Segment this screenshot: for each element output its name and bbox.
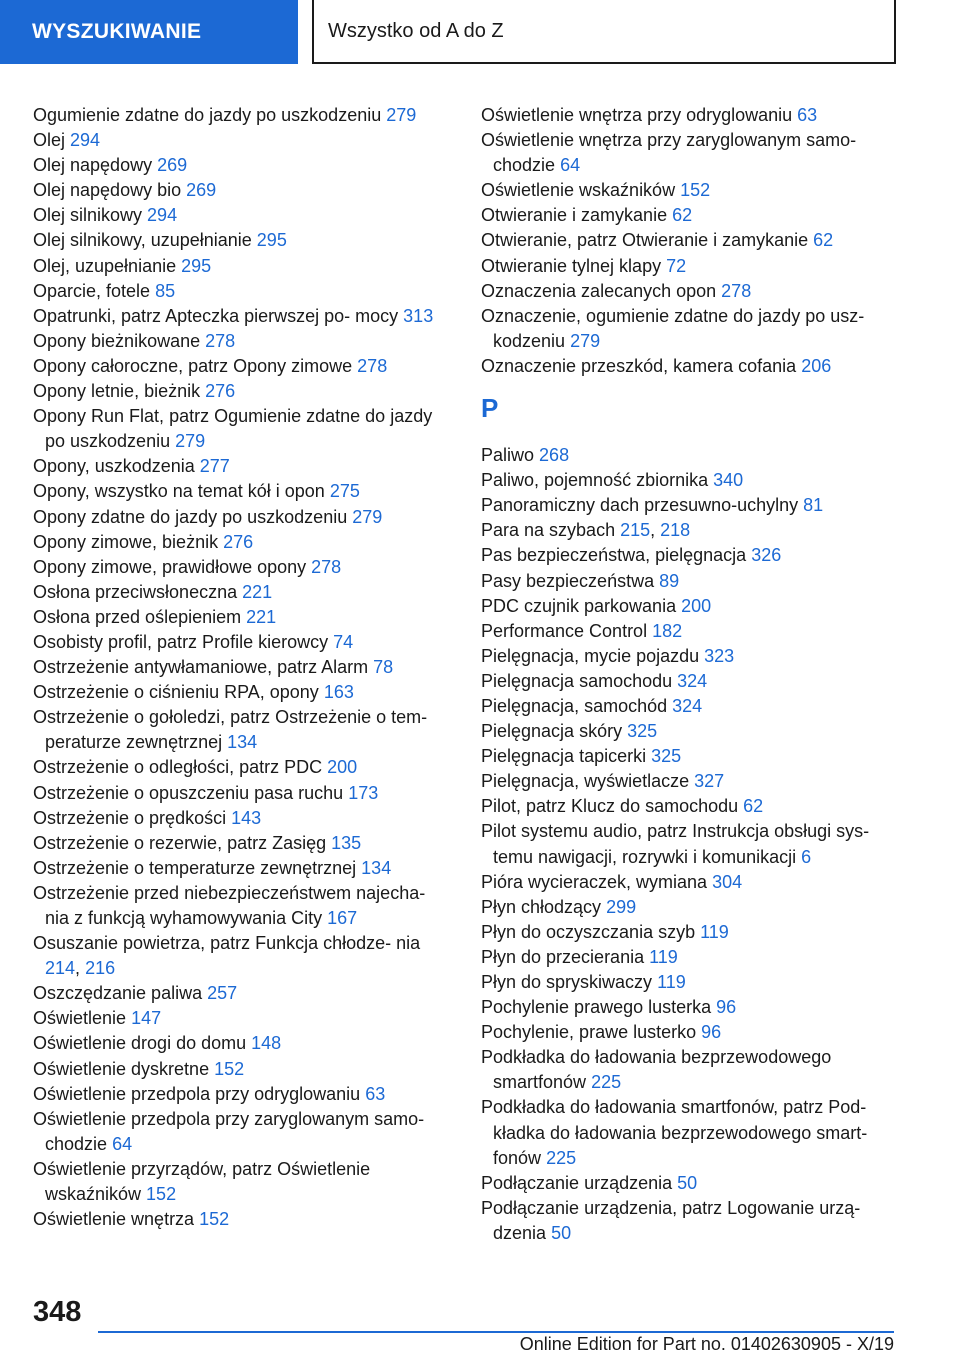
entry-text: Płyn do oczyszczania szyb — [481, 921, 696, 942]
index-entry — [33, 479, 453, 504]
entry-text: Płyn do przecierania — [481, 946, 645, 967]
entry-text: Otwieranie i zamykanie — [481, 205, 668, 226]
page-link[interactable]: 221 — [246, 606, 277, 627]
entry-text: Opony zdatne do jazdy po uszkodzeniu — [33, 506, 348, 527]
page-link[interactable]: 119 — [700, 921, 729, 942]
entry-text: PDC czujnik parkowania — [481, 595, 677, 616]
entry-text: Osobisty profil, patrz Profile kierowcy — [33, 631, 329, 652]
page-link[interactable]: 269 — [157, 155, 188, 176]
entry-text: Oświetlenie przedpola przy odryglowaniu — [33, 1083, 361, 1104]
entry-text: Opony, uszkodzenia — [33, 456, 195, 477]
index-entry — [33, 178, 453, 203]
page-link[interactable]: 326 — [751, 545, 782, 566]
index-entry — [33, 580, 453, 605]
page-link[interactable]: 134 — [227, 732, 258, 753]
index-entry — [481, 769, 901, 794]
index-entry — [481, 569, 901, 594]
page-link[interactable]: 278 — [357, 355, 388, 376]
page-link[interactable]: 294 — [147, 205, 178, 226]
page-link[interactable]: 225 — [591, 1072, 622, 1093]
entry-text: Oświetlenie przyrządów, patrz Oświetlenie wskaźników — [33, 1158, 371, 1205]
entry-text: Osłona przed oślepieniem — [33, 606, 242, 627]
index-entry — [33, 605, 453, 630]
page-link[interactable]: 279 — [352, 506, 383, 527]
entry-text: Oświetlenie wnętrza przy zaryglowanym samo‐ chodzie — [481, 130, 857, 176]
index-entry — [481, 1095, 901, 1170]
entry-text: Performance Control — [481, 620, 648, 641]
page-link[interactable]: 182 — [652, 620, 683, 641]
page-link[interactable]: 324 — [677, 670, 708, 691]
page-link[interactable]: 64 — [112, 1133, 133, 1154]
entry-text: Podkładka do ładowania bezprzewodowego smartfonów — [481, 1047, 832, 1093]
entry-text: Pochylenie prawego lusterka — [481, 997, 712, 1018]
entry-text: Opony bieżnikowane — [33, 330, 201, 351]
page-link[interactable]: 163 — [323, 682, 354, 703]
page-link[interactable]: 218 — [660, 520, 691, 541]
page-link[interactable]: 152 — [146, 1184, 177, 1205]
entry-text: Olej, uzupełnianie — [33, 255, 177, 276]
entry-text: Olej napędowy — [33, 155, 153, 176]
page-link[interactable]: 214 — [45, 958, 76, 979]
page-link[interactable]: 325 — [627, 721, 658, 742]
page-link[interactable]: 64 — [560, 155, 581, 176]
entry-text: Paliwo — [481, 445, 535, 466]
index-entry — [481, 1020, 901, 1045]
index-entry — [33, 831, 453, 856]
index-entry — [481, 895, 901, 920]
index-entry — [481, 304, 901, 354]
index-entry — [481, 354, 901, 379]
page-link[interactable]: 119 — [657, 972, 686, 992]
index-entry — [481, 128, 901, 178]
entry-text: Oznaczenie przeszkód, kamera cofania — [481, 355, 797, 376]
index-entry — [33, 254, 453, 279]
entry-text: Oświetlenie wnętrza — [33, 1209, 195, 1230]
page-link[interactable]: 135 — [331, 832, 362, 853]
entry-text: Płyn do spryskiwaczy — [481, 972, 653, 992]
entry-text: Pióra wycieraczek, wymiana — [481, 871, 708, 892]
index-entry — [481, 254, 901, 279]
entry-text: Opony całoroczne, patrz Opony zimowe — [33, 355, 353, 376]
entry-text: Opony zimowe, prawidłowe opony — [33, 556, 307, 577]
entry-text: Opony, wszystko na temat kół i opon — [33, 481, 325, 502]
index-entry — [33, 1082, 453, 1107]
entry-text: Oświetlenie przedpola przy zaryglowanym samo‐ chodzie — [33, 1108, 425, 1154]
index-entry — [33, 128, 453, 153]
index-entry — [481, 1196, 901, 1246]
page-link[interactable]: 72 — [666, 255, 687, 276]
index-entry — [33, 881, 453, 931]
index-entry — [33, 981, 453, 1006]
page-link[interactable]: 50 — [677, 1172, 698, 1193]
entry-text: Pielęgnacja skóry — [481, 721, 623, 742]
page-link[interactable]: 81 — [803, 495, 824, 516]
page-link[interactable]: 215 — [620, 520, 651, 541]
entry-text: Pielęgnacja tapicerki — [481, 746, 647, 767]
entry-text: Pielęgnacja samochodu — [481, 670, 673, 691]
entry-text: Pilot, patrz Klucz do samochodu — [481, 796, 739, 817]
index-entry — [33, 279, 453, 304]
entry-text: Ostrzeżenie o temperaturze zewnętrznej — [33, 857, 357, 878]
index-group-p — [481, 443, 901, 1246]
page-link[interactable]: 96 — [716, 997, 737, 1018]
page-link[interactable]: 225 — [546, 1147, 577, 1168]
page-header — [0, 0, 960, 66]
entry-text: Płyn chłodzący — [481, 896, 602, 917]
page-link[interactable]: 278 — [205, 330, 236, 351]
page-link[interactable]: 268 — [539, 445, 570, 466]
entry-text: Otwieranie tylnej klapy — [481, 255, 662, 276]
index-entry — [33, 1031, 453, 1056]
page-link[interactable]: 257 — [207, 983, 238, 1004]
index-entry — [481, 443, 901, 468]
index-entry — [33, 1006, 453, 1031]
index-entry — [481, 468, 901, 493]
entry-text: Oznaczenia zalecanych opon — [481, 280, 717, 301]
page-link[interactable]: 275 — [329, 481, 360, 502]
page-link[interactable]: 152 — [214, 1058, 245, 1079]
index-entry — [481, 669, 901, 694]
page-title: Wszystko od A do Z — [312, 0, 896, 64]
index-entry — [33, 555, 453, 580]
index-entry — [33, 1057, 453, 1082]
page-link[interactable]: 78 — [373, 657, 394, 678]
page-number: 348 — [33, 1296, 82, 1328]
entry-text: Oświetlenie wnętrza przy odryglowaniu — [481, 105, 793, 125]
footer-divider — [98, 1331, 894, 1333]
page-link[interactable]: 152 — [199, 1209, 230, 1230]
entry-text: Oparcie, fotele — [33, 280, 151, 301]
index-entry — [481, 819, 901, 869]
index-entry — [481, 644, 901, 669]
index-entry — [481, 920, 901, 945]
entry-text: Olej silnikowy, uzupełnianie — [33, 230, 252, 251]
page-link[interactable]: 62 — [672, 205, 693, 226]
index-entry — [481, 103, 901, 128]
entry-text: Pasy bezpieczeństwa — [481, 570, 655, 591]
page-link[interactable]: 340 — [713, 470, 744, 491]
entry-text: Ostrzeżenie przed niebezpieczeństwem najecha‐ nia z funkcją wyhamowywania City — [33, 882, 426, 928]
edition-note: Online Edition for Part no. 01402630905 - X/19 — [519, 1334, 894, 1354]
entry-text: Opony zimowe, bieżnik — [33, 531, 219, 552]
page-link[interactable]: 200 — [681, 595, 712, 616]
page-link[interactable]: 324 — [672, 695, 703, 716]
page-link[interactable]: 279 — [175, 431, 206, 452]
page-link[interactable]: 277 — [199, 456, 230, 477]
entry-text: Olej napędowy bio — [33, 180, 182, 201]
index-entry — [481, 493, 901, 518]
index-entry — [33, 856, 453, 881]
page-link[interactable]: 119 — [649, 946, 678, 967]
index-entry — [481, 945, 901, 970]
entry-text: Panoramiczny dach przesuwno-uchylny — [481, 495, 799, 516]
entry-text: Pilot systemu audio, patrz Instrukcja obsługi sys‐ temu nawigacji, rozrywki i komunikacji — [481, 821, 870, 867]
entry-text: Olej — [33, 130, 66, 151]
page-link[interactable]: 295 — [256, 230, 287, 251]
index-entry — [33, 705, 453, 755]
page-link[interactable]: 276 — [223, 531, 254, 552]
entry-text: Podkładka do ładowania smartfonów, patrz Pod‐ kładka do ładowania bezprzewodowego smart‐ fonów — [481, 1097, 868, 1168]
page-link[interactable]: 325 — [651, 746, 682, 767]
index-entry — [481, 794, 901, 819]
page-link[interactable]: 143 — [231, 807, 262, 828]
entry-text: Oświetlenie drogi do domu — [33, 1033, 247, 1054]
page-link[interactable]: 216 — [85, 958, 116, 979]
page-link[interactable]: 327 — [694, 771, 725, 792]
index-entry — [33, 806, 453, 831]
index-entry — [33, 203, 453, 228]
page-link[interactable]: 148 — [251, 1033, 282, 1054]
index-entry — [33, 454, 453, 479]
page-link[interactable]: 269 — [186, 180, 217, 201]
page-link[interactable]: 299 — [606, 896, 637, 917]
entry-text: Osłona przeciwsłoneczna — [33, 581, 238, 602]
index-entry: Para na szybach 215, 218 — [481, 520, 691, 541]
index-entry — [481, 178, 901, 203]
entry-text: Pielęgnacja, mycie pojazdu — [481, 645, 700, 666]
entry-text: Opatrunki, patrz Apteczka pierwszej po‐ mocy — [33, 305, 399, 326]
page-link[interactable]: 278 — [311, 556, 342, 577]
section-tab[interactable]: WYSZUKIWANIE — [0, 0, 298, 64]
entry-text: Oświetlenie — [33, 1008, 127, 1029]
page-link[interactable]: 89 — [659, 570, 680, 591]
entry-text: Osuszanie powietrza, patrz Funkcja chłodze‐ nia — [33, 933, 421, 954]
index-entry — [481, 1045, 901, 1095]
index-entry — [481, 995, 901, 1020]
entry-text: Ostrzeżenie o rezerwie, patrz Zasięg — [33, 832, 327, 853]
page-link[interactable]: 221 — [242, 581, 273, 602]
entry-text: Ostrzeżenie antywłamaniowe, patrz Alarm — [33, 657, 369, 678]
index-column-left — [33, 103, 453, 1232]
entry-text: Opony Run Flat, patrz Ogumienie zdatne do jazdy po uszkodzeniu — [33, 406, 433, 452]
page-link[interactable]: 74 — [333, 631, 354, 652]
entry-text: Ostrzeżenie o odległości, patrz PDC — [33, 757, 323, 778]
index-entry — [33, 755, 453, 780]
entry-text: Ogumienie zdatne do jazdy po uszkodzeniu — [33, 105, 382, 125]
page-link[interactable]: 62 — [743, 796, 764, 817]
entry-text: Oświetlenie wskaźników — [481, 180, 676, 201]
index-entry — [33, 680, 453, 705]
entry-text: Opony letnie, bieżnik — [33, 381, 201, 402]
page-link[interactable]: 63 — [365, 1083, 386, 1104]
page-link[interactable]: 294 — [70, 130, 101, 151]
page-link[interactable]: 295 — [181, 255, 212, 276]
index-entry — [33, 379, 453, 404]
entry-text: Podłączanie urządzenia, patrz Logowanie urzą‐ dzenia — [481, 1197, 861, 1243]
index-entry — [481, 719, 901, 744]
index-column-right — [481, 103, 901, 1246]
entry-text: Pielęgnacja, samochód — [481, 695, 668, 716]
page-link[interactable]: 85 — [155, 280, 176, 301]
index-entry — [481, 594, 901, 619]
page-link[interactable]: 276 — [205, 381, 236, 402]
index-entry — [481, 279, 901, 304]
entry-text: Pochylenie, prawe lusterko — [481, 1022, 697, 1043]
page-link[interactable]: 6 — [801, 846, 812, 867]
index-entry — [33, 1107, 453, 1157]
page-link[interactable]: 63 — [797, 105, 818, 125]
index-entry — [33, 153, 453, 178]
entry-text: Oszczędzanie paliwa — [33, 983, 203, 1004]
entry-text: Ostrzeżenie o prędkości — [33, 807, 227, 828]
page-link[interactable]: 313 — [403, 305, 434, 326]
page-link[interactable]: 173 — [348, 782, 379, 803]
index-entry — [33, 530, 453, 555]
index-entry — [33, 630, 453, 655]
page-link[interactable]: 96 — [701, 1022, 722, 1043]
index-entry — [33, 1207, 453, 1232]
entry-text: Oświetlenie dyskretne — [33, 1058, 210, 1079]
index-entry — [33, 304, 453, 329]
index-entry — [33, 103, 453, 128]
index-entry — [481, 619, 901, 644]
index-entry — [33, 655, 453, 680]
entry-text: Pas bezpieczeństwa, pielęgnacja — [481, 545, 747, 566]
index-entry — [481, 744, 901, 769]
entry-text: Otwieranie, patrz Otwieranie i zamykanie — [481, 230, 809, 251]
index-entry — [481, 543, 901, 568]
index-entry — [481, 970, 901, 995]
page-link[interactable]: 50 — [551, 1222, 572, 1243]
page-link[interactable]: 279 — [386, 105, 417, 125]
page-link[interactable]: 152 — [680, 180, 711, 201]
index-entry — [33, 1157, 453, 1207]
index-group-o — [481, 103, 901, 379]
entry-text: Ostrzeżenie o opuszczeniu pasa ruchu — [33, 782, 344, 803]
entry-text: Ostrzeżenie o ciśnieniu RPA, opony — [33, 682, 319, 703]
index-entry — [33, 781, 453, 806]
page-link[interactable]: 62 — [813, 230, 834, 251]
index-entry — [33, 329, 453, 354]
page-link[interactable]: 323 — [704, 645, 735, 666]
index-entry — [481, 694, 901, 719]
index-entry — [33, 228, 453, 253]
index-entry — [481, 1171, 901, 1196]
index-entry — [33, 404, 453, 454]
page-link[interactable]: 167 — [327, 908, 358, 928]
entry-text: Para na szybach — [481, 520, 616, 541]
section-letter: P — [481, 393, 499, 424]
page-link[interactable]: 147 — [131, 1008, 162, 1029]
page-link[interactable]: 200 — [327, 757, 358, 778]
entry-text: Podłączanie urządzenia — [481, 1172, 673, 1193]
page-link[interactable]: 304 — [712, 871, 743, 892]
index-entry — [481, 870, 901, 895]
index-entry — [481, 228, 901, 253]
page-link[interactable]: 278 — [721, 280, 752, 301]
page-link[interactable]: 279 — [570, 330, 601, 351]
entry-text: Olej silnikowy — [33, 205, 143, 226]
index-entry: Osuszanie powietrza, patrz Funkcja chłodze‐ nia 214, 216 — [33, 933, 421, 979]
entry-text: Oznaczenie, ogumienie zdatne do jazdy po usz‐ kodzeniu — [481, 305, 865, 351]
entry-text: Ostrzeżenie o gołoledzi, patrz Ostrzeżenie o tem‐ peraturze zewnętrznej — [33, 707, 428, 753]
entry-text: Paliwo, pojemność zbiornika — [481, 470, 709, 491]
page-link[interactable]: 206 — [801, 355, 832, 376]
entry-text: Pielęgnacja, wyświetlacze — [481, 771, 690, 792]
page-link[interactable]: 134 — [361, 857, 392, 878]
index-entry — [33, 505, 453, 530]
index-entry — [481, 203, 901, 228]
index-entry — [33, 354, 453, 379]
